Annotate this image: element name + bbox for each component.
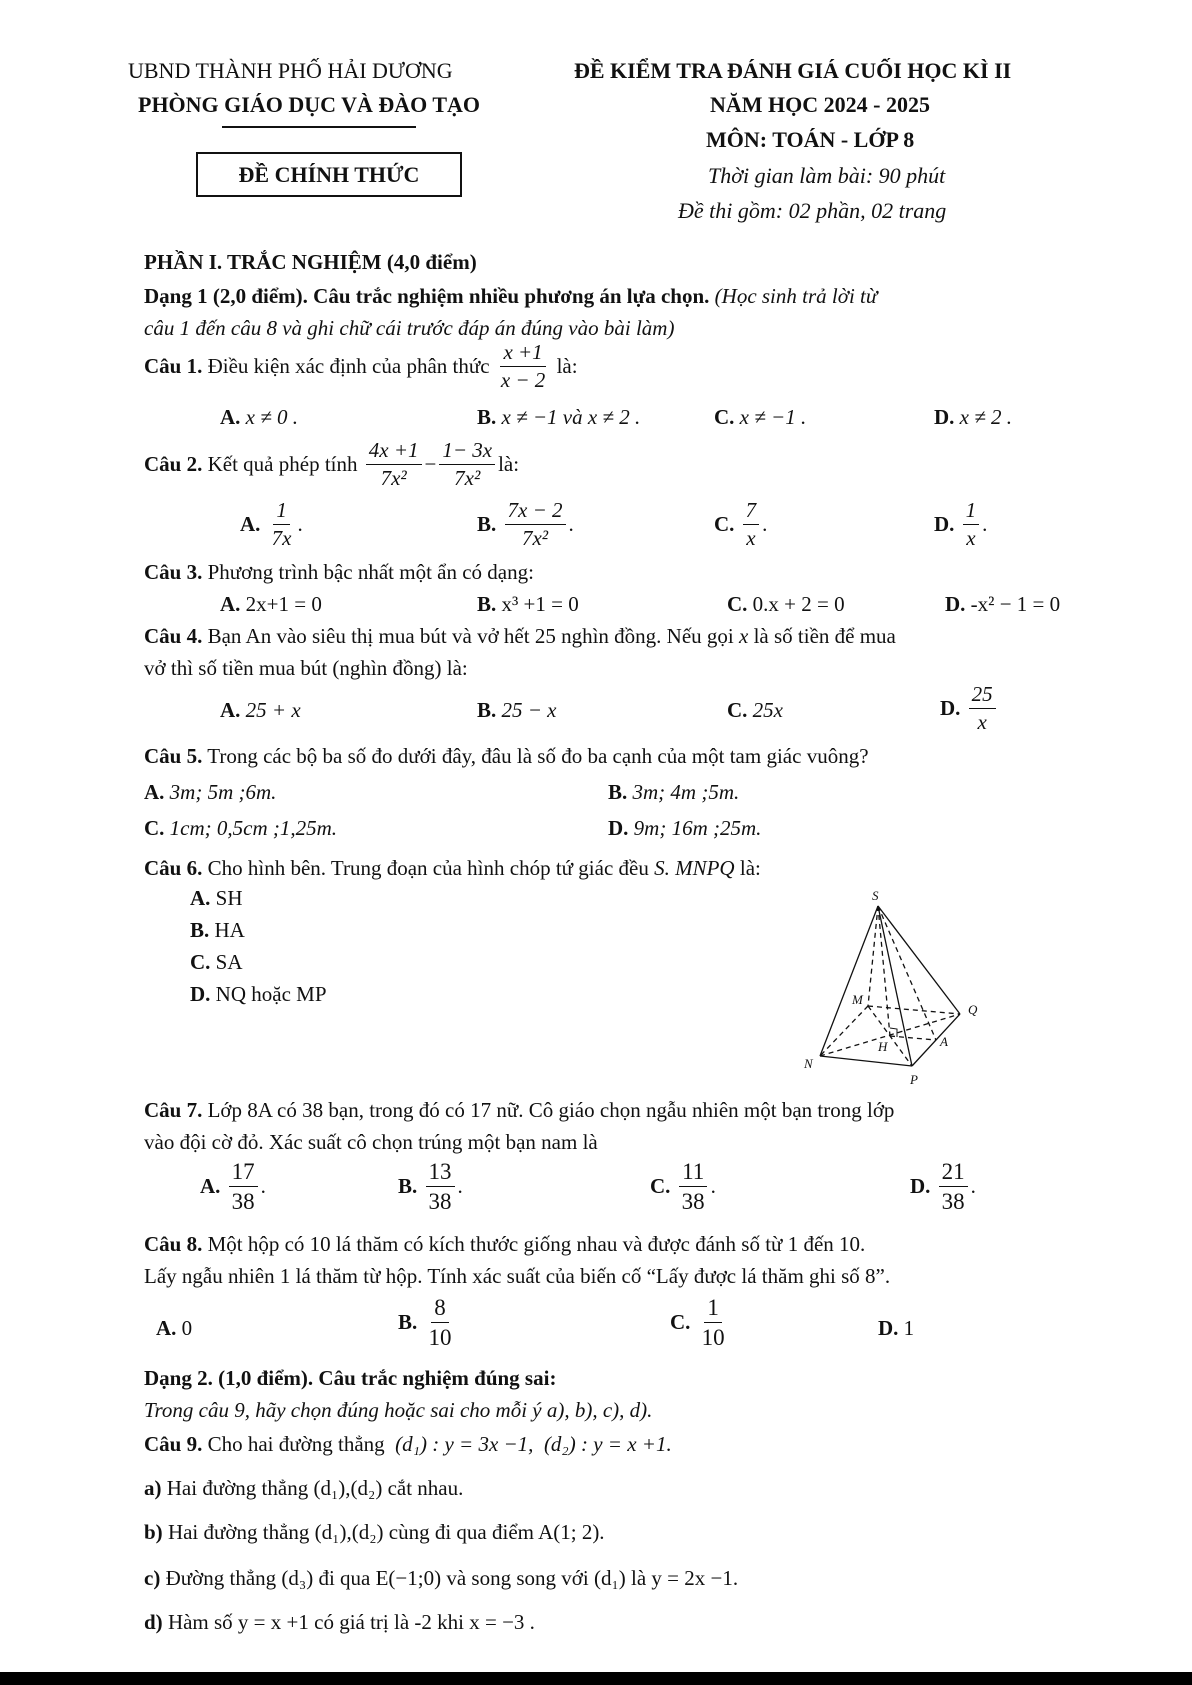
q6-option-b: B. HA <box>190 918 245 942</box>
type2-instruction: Trong câu 9, hãy chọn đúng hoặc sai cho mỗi ý a), b), c), d). <box>144 1398 653 1422</box>
q3-option-a: A. 2x+1 = 0 <box>220 592 322 616</box>
header-composition: Đề thi gồm: 02 phần, 02 trang <box>678 198 947 223</box>
q4-option-b: B. 25 − x <box>477 698 557 722</box>
q7-option-a: A. $\frac{17}{38}$ . <box>200 1159 266 1214</box>
edge-NP <box>820 1056 912 1066</box>
pyramid-figure <box>800 888 1000 1088</box>
header-left-line1: UBND THÀNH PHỐ HẢI DƯƠNG <box>128 58 453 83</box>
bottom-edge-bar <box>0 1672 1192 1685</box>
q9-item-a: a) Hai đường thẳng (d₁),(d₂) cắt nhau. <box>144 1476 464 1500</box>
label-S: S <box>872 888 879 903</box>
q2-option-d: D. $\frac{1}{x}$ . <box>934 498 988 550</box>
type1-bold: Dạng 1 (2,0 điểm). Câu trắc nghiệm nhiều phương án lựa chọn. <box>144 284 710 308</box>
official-box <box>196 152 462 197</box>
q3-stem: Câu 3. Phương trình bậc nhất một ẩn có dạng: <box>144 560 534 584</box>
header-left-line2: PHÒNG GIÁO DỤC VÀ ĐÀO TẠO <box>138 92 481 117</box>
q1-stem <box>144 342 578 391</box>
q7-option-d: D. $\frac{21}{38}$ . <box>910 1159 976 1214</box>
q6-option-d: D. NQ hoặc MP <box>190 982 327 1006</box>
q9-stem: Câu 9. Cho hai đường thẳng (d₁) : y = 3x −1, (d₂) : y = x +1. <box>144 1432 672 1456</box>
label-M: M <box>852 992 863 1007</box>
q9-item-d: d) Hàm số y = x +1 có giá trị là -2 khi x = −3 . <box>144 1610 535 1634</box>
label-Q: Q <box>968 1002 978 1017</box>
label-N: N <box>804 1056 813 1071</box>
edge-SH <box>878 906 890 1036</box>
label-A: A <box>940 1034 948 1049</box>
edge-SQ <box>878 906 960 1014</box>
q5-option-a: A. 3m; 5m ;6m. <box>144 780 277 804</box>
q1-num: x +1 <box>500 342 545 367</box>
q2-minus: − <box>424 452 437 476</box>
official-label: ĐỀ CHÍNH THỨC <box>238 161 420 187</box>
q2-fraction-2: $\frac{1- 3x}{\text{7x²}}$ <box>439 440 495 489</box>
edge-MN <box>820 1006 868 1056</box>
q2-label: Câu 2. <box>144 452 203 476</box>
q4-option-a: A. 25 + x <box>220 698 301 722</box>
q2-stem <box>144 440 519 489</box>
q7-stem-1: Câu 7. Lớp 8A có 38 bạn, trong đó có 17 nữ. Cô giáo chọn ngẫu nhiên một bạn trong lớp <box>144 1098 895 1122</box>
q5-option-c: C. 1cm; 0,5cm ;1,25m. <box>144 816 338 840</box>
q1-label: Câu 1. <box>144 354 203 378</box>
header-right-line1: ĐỀ KIỂM TRA ĐÁNH GIÁ CUỐI HỌC KÌ II <box>574 58 1012 83</box>
label-H: H <box>878 1039 888 1054</box>
q3-option-b: B. x³ +1 = 0 <box>477 592 579 616</box>
q6-stem: Câu 6. Cho hình bên. Trung đoạn của hình chóp tứ giác đều S. MNPQ là: <box>144 856 761 880</box>
edge-SN <box>820 906 878 1056</box>
header-underline <box>222 126 416 128</box>
q3-option-c: C. 0.x + 2 = 0 <box>727 592 845 616</box>
q4-option-d: D. $\frac{25}{x}$ <box>940 684 999 733</box>
q9-item-c: c) Đường thẳng (d₃) đi qua E(−1;0) và song song với (d₁) là y = 2x −1. <box>144 1566 739 1590</box>
q1-option-c: C. x ≠ −1 . <box>714 405 807 429</box>
q6-option-c: C. SA <box>190 950 243 974</box>
q1-option-b: B. x ≠ −1 và x ≠ 2 . <box>477 405 641 429</box>
q2-fraction-1: $\frac{4x +1}{\text{7x²}}$ <box>366 440 422 489</box>
q1-den: x − 2 <box>500 368 546 392</box>
q8-option-d: D. 1 <box>878 1316 915 1340</box>
q4-stem-1: Câu 4. Bạn An vào siêu thị mua bút và vở hết 25 nghìn đồng. Nếu gọi x là số tiền để mua <box>144 624 896 648</box>
edge-SA <box>878 906 936 1040</box>
q7-option-c: C. $\frac{11}{38}$ . <box>650 1159 716 1214</box>
q1-option-a: A. x ≠ 0 . <box>220 405 299 429</box>
label-P: P <box>910 1072 918 1087</box>
q1-text: Điều kiện xác định của phân thức <box>207 354 490 378</box>
q1-after: là: <box>556 354 578 378</box>
q5-option-d: D. 9m; 16m ;25m. <box>608 816 762 840</box>
part1-title: PHẦN I. TRẮC NGHIỆM (4,0 điểm) <box>144 250 477 274</box>
q2-option-b: B. $\frac{7x - 2}{\text{7x²}}$ . <box>477 498 574 550</box>
q7-stem-2: vào đội cờ đỏ. Xác suất cô chọn trúng một bạn nam là <box>144 1130 598 1154</box>
type2-title: Dạng 2. (1,0 điểm). Câu trắc nghiệm đúng sai: <box>144 1366 557 1390</box>
q5-option-b: B. 3m; 4m ;5m. <box>608 780 740 804</box>
q1-option-d: D. x ≠ 2 . <box>934 405 1013 429</box>
q8-option-a: A. 0 <box>156 1316 193 1340</box>
header-time: Thời gian làm bài: 90 phút <box>708 163 946 188</box>
type1-italic-a: (Học sinh trả lời từ <box>714 284 878 308</box>
q2-option-c: C. $\frac{7}{x}$ . <box>714 498 768 550</box>
q4-stem-2: vở thì số tiền mua bút (nghìn đồng) là: <box>144 656 468 680</box>
q2-after: là: <box>498 452 520 476</box>
q8-option-b: B. $\frac{8}{10}$ <box>398 1295 452 1350</box>
q6-option-a: A. SH <box>190 886 243 910</box>
q2-text: Kết quả phép tính <box>207 452 358 476</box>
q1-fraction <box>498 342 549 391</box>
q8-stem-1: Câu 8. Một hộp có 10 lá thăm có kích thước giống nhau và được đánh số từ 1 đến 10. <box>144 1232 866 1256</box>
q9-item-b: b) Hai đường thẳng (d₁),(d₂) cùng đi qua điểm A(1; 2). <box>144 1520 605 1544</box>
q8-option-c: C. $\frac{1}{10}$ <box>670 1295 725 1350</box>
header-right-line3: MÔN: TOÁN - LỚP 8 <box>706 127 915 152</box>
header-right-line2: NĂM HỌC 2024 - 2025 <box>710 92 930 117</box>
q8-stem-2: Lấy ngẫu nhiên 1 lá thăm từ hộp. Tính xác suất của biến cố “Lấy được lá thăm ghi số 8”. <box>144 1264 891 1288</box>
q7-option-b: B. $\frac{13}{38}$ . <box>398 1159 463 1214</box>
q4-option-c: C. 25x <box>727 698 783 722</box>
edge-MQ <box>868 1006 960 1014</box>
q5-stem: Câu 5. Trong các bộ ba số đo dưới đây, đâu là số đo ba cạnh của một tam giác vuông? <box>144 744 869 768</box>
q3-option-d: D. -x² − 1 = 0 <box>945 592 1061 616</box>
part1-type1 <box>144 284 877 309</box>
edge-SM <box>868 906 878 1006</box>
type1-italic-b: câu 1 đến câu 8 và ghi chữ cái trước đáp án đúng vào bài làm) <box>144 316 675 340</box>
q2-option-a: A. $\frac{1}{7x}$ . <box>240 498 303 550</box>
